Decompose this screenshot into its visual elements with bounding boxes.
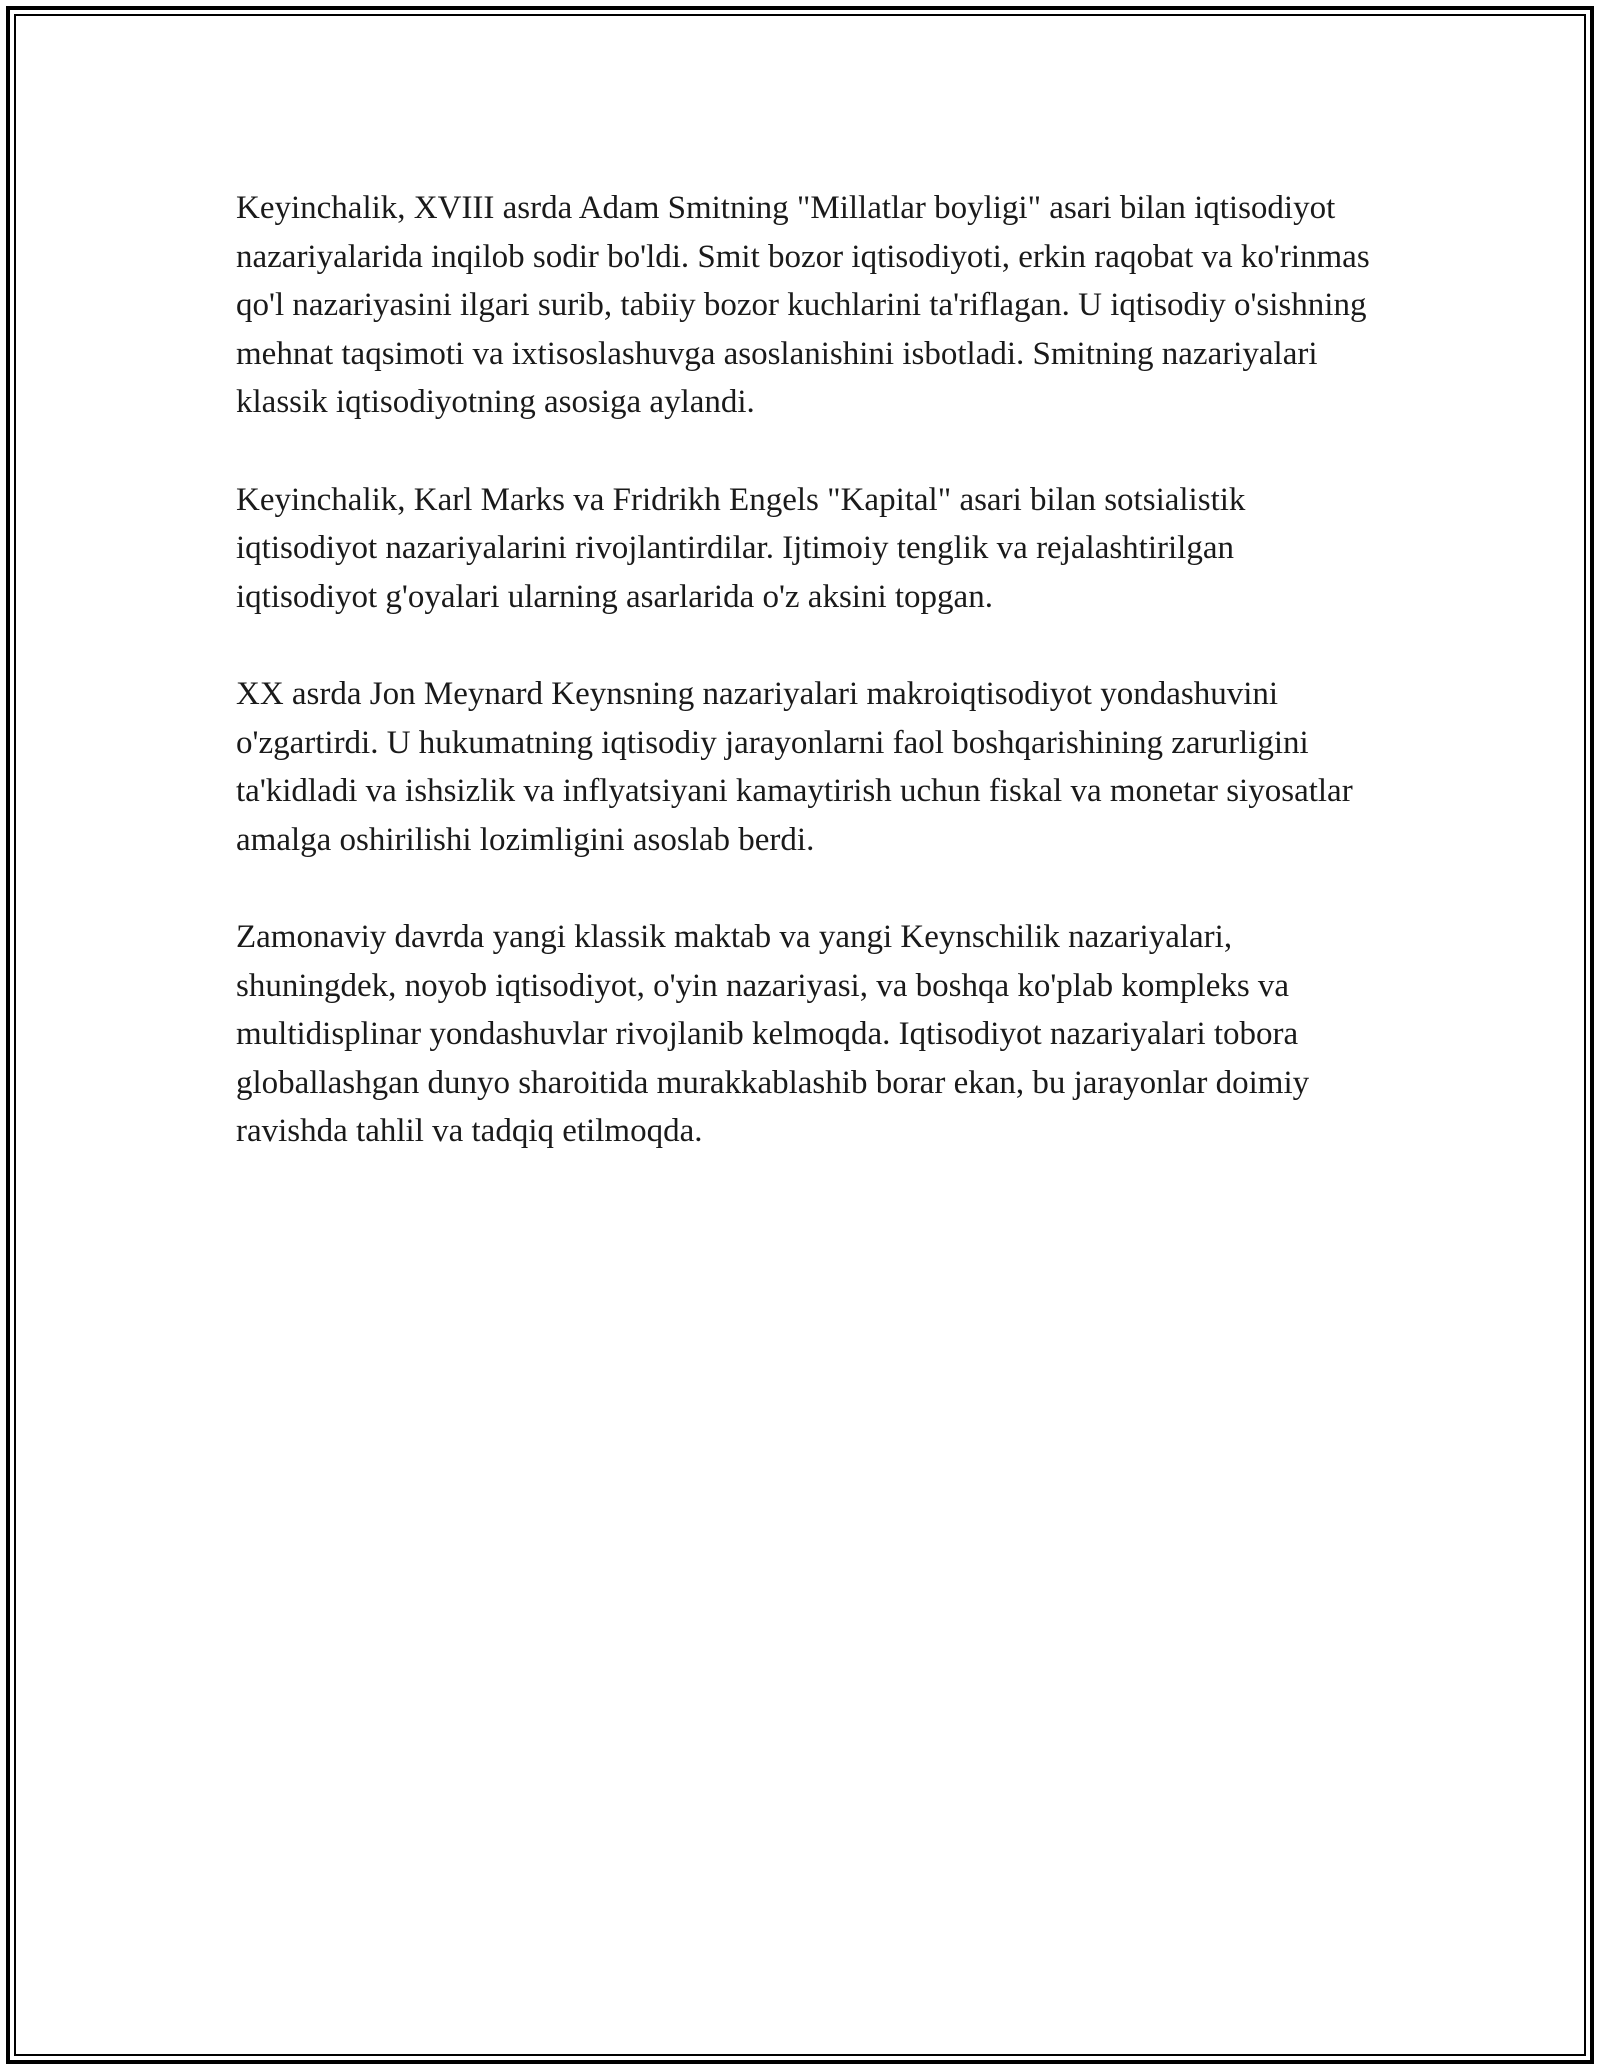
paragraph-modern-era: Zamonaviy davrda yangi klassik maktab va yangi Keynschilik nazariyalari, shuningdek, noyob iqtisodiyot, o'yin nazariyasi, va boshqa ko'plab kompleks va multidisplinar yondashuvlar rivojlanib kelmoqda. Iqtisodiyot nazariyalari tobora globallashgan dunyo sharoitida murakkablashib borar ekan, bu jarayonlar doimiy ravishda tahlil va tadqiq etilmoqda. <box>236 919 1310 1149</box>
paragraph-keynes: XX asrda Jon Meynard Keynsning nazariyalari makroiqtisodiyot yondashuvini o'zgartirdi. U hukumatning iqtisodiy jarayonlarni faol boshqarishining zarurligini ta'kidladi va ishsizlik va inflyatsiyani kamaytirish uchun fiskal va monetar siyosatlar amalga oshirilishi lozimligini asoslab berdi. <box>236 676 1353 858</box>
document-body <box>236 184 1376 1205</box>
paragraph-adam-smith: Keyinchalik, XVIII asrda Adam Smitning "Millatlar boyligi" asari bilan iqtisodiyot nazariyalarida inqilob sodir bo'ldi. Smit bozor iqtisodiyoti, erkin raqobat va ko'rinmas qo'l nazariyasini ilgari surib, tabiiy bozor kuchlarini ta'riflagan. U iqtisodiy o'sishning mehnat taqsimoti va ixtisoslashuvga asoslanishini isbotladi. Smitning nazariyalari klassik iqtisodiyotning asosiga aylandi. <box>236 190 1370 420</box>
paragraph-marx-engels: Keyinchalik, Karl Marks va Fridrikh Engels "Kapital" asari bilan sotsialistik iqtisodiyot nazariyalarini rivojlantirdilar. Ijtimoiy tenglik va rejalashtirilgan iqtisodiyot g'oyalari ularning asarlarida o'z aksini topgan. <box>236 481 1246 615</box>
